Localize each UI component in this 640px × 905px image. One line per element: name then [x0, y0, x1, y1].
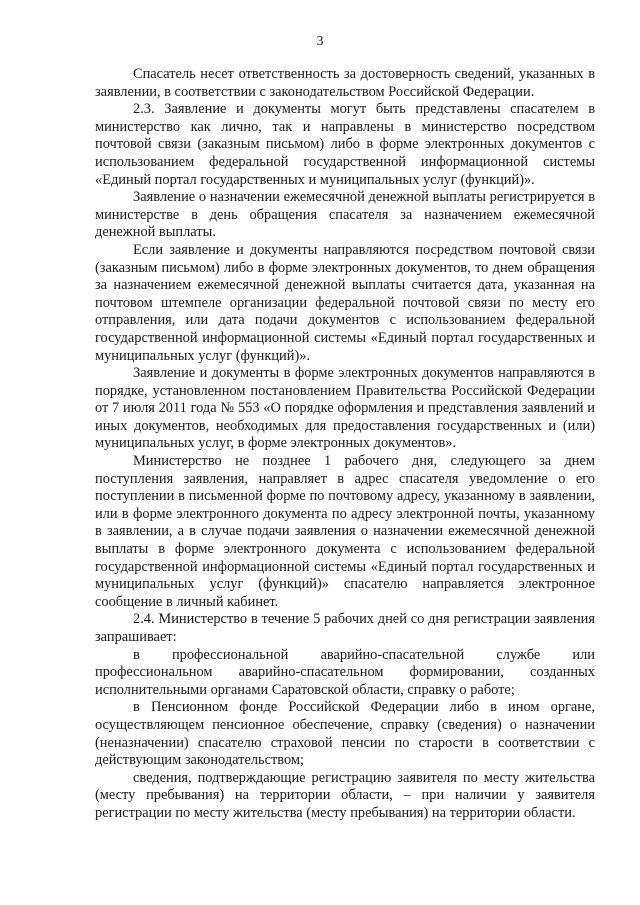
paragraph-2-3-submission: 2.3. Заявление и документы могут быть представлены спасателем в министерство как лично, так и направлены в министерство посредством почтовой связи (заказным письмом) либо в форме электронных документов с использованием федеральной государственной информационной системы «Единый портал государственных и муниципальных услуг (функций)». [95, 101, 595, 188]
paragraph-rescuer-responsibility: Спасатель несет ответственность за достоверность сведений, указанных в заявлении, в соответствии с законодательством Российской Федерации. [95, 66, 595, 100]
paragraph-work-certificate: в профессиональной аварийно-спасательной службе или профессиональном аварийно-спасательном формировании, созданных исполнительными органами Саратовской области, справку о работе; [95, 646, 595, 698]
paragraph-2-4-requests: 2.4. Министерство в течение 5 рабочих дней со дня регистрации заявления запрашивает: [95, 611, 595, 645]
page-number: 3 [316, 34, 324, 49]
paragraph-pension-fund: в Пенсионном фонде Российской Федерации либо в ином органе, осуществляющем пенсионное обеспечение, справку (сведения) о назначении (неназначении) спасателю страховой пенсии по старости в соответствии с действующим законодательством; [95, 699, 595, 769]
paragraph-residence-registration: сведения, подтверждающие регистрацию заявителя по месту жительства (месту пребывания) на территории области, – при наличии у заявителя регистрации по месту жительства (месту пребывания) на территории области. [95, 769, 595, 821]
paragraph-electronic-order: Заявление и документы в форме электронных документов направляются в порядке, установленном постановлением Правительства Российской Федерации от 7 июля 2011 года № 553 «О порядке оформления и представления заявлений и иных документов, необходимых для предоставления государственных и (или) муниципальных услуг, в форме электронных документов». [95, 365, 595, 452]
document-body [95, 66, 595, 823]
paragraph-postal-date: Если заявление и документы направляются посредством почтовой связи (заказным письмом) либо в форме электронных документов, то днем обращения за назначением ежемесячной денежной выплаты считается дата, указанная на почтовом штемпеле организации федеральной почтовой связи по месту его отправления, или дата подачи документов с использованием федеральной государственной информационной системы «Единый портал государственных и муниципальных услуг (функций)». [95, 241, 595, 364]
paragraph-notification: Министерство не позднее 1 рабочего дня, следующего за днем поступления заявления, направляет в адрес спасателя уведомление о его поступлении в письменной форме по почтовому адресу, указанному в заявлении, или в форме электронного документа по адресу электронной почты, указанному в заявлении, а в случае подачи заявления о назначении ежемесячной денежной выплаты в форме электронного документа с использованием федеральной государственной информационной системы «Единый портал государственных и муниципальных услуг (функций)» спасателю направляется электронное сообщение в личный кабинет. [95, 453, 595, 610]
paragraph-registration: Заявление о назначении ежемесячной денежной выплаты регистрируется в министерстве в день обращения спасателя за назначением ежемесячной денежной выплаты. [95, 189, 595, 241]
